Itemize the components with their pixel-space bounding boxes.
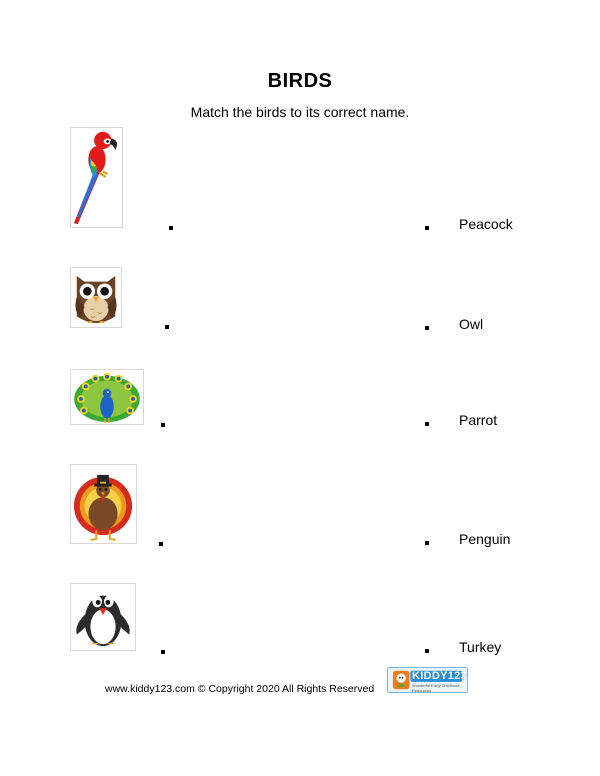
match-dot-right-2[interactable] xyxy=(425,326,429,330)
owl-icon xyxy=(71,268,121,327)
match-dot-right-3[interactable] xyxy=(425,422,429,426)
match-dot-left-3[interactable] xyxy=(161,423,165,427)
parrot-icon xyxy=(71,128,122,227)
match-dot-right-1[interactable] xyxy=(425,226,429,230)
page-title: BIRDS xyxy=(267,70,333,92)
penguin-picture xyxy=(70,583,136,651)
peacock-icon xyxy=(71,370,143,424)
bird-name-turkey: Turkey xyxy=(459,639,502,655)
turkey-icon xyxy=(71,465,136,543)
kiddy123-logo[interactable] xyxy=(387,667,468,693)
logo-tagline: Wonderful Early Childhood Resources xyxy=(412,683,460,693)
turkey-picture xyxy=(70,464,137,544)
match-dot-left-4[interactable] xyxy=(159,542,163,546)
peacock-picture xyxy=(70,369,144,425)
penguin-icon xyxy=(71,584,135,650)
match-dot-right-4[interactable] xyxy=(425,541,429,545)
match-dot-right-5[interactable] xyxy=(425,649,429,653)
parrot-picture xyxy=(70,127,123,228)
bird-name-parrot: Parrot xyxy=(459,412,498,428)
match-dot-left-1[interactable] xyxy=(169,226,173,230)
copyright-footer: www.kiddy123.com © Copyright 2020 All Rights Reserved xyxy=(105,683,375,695)
bird-name-penguin: Penguin xyxy=(459,531,511,547)
match-dot-left-5[interactable] xyxy=(161,650,165,654)
bird-name-owl: Owl xyxy=(459,316,484,332)
owl-picture xyxy=(70,267,122,328)
instruction-text: Match the birds to its correct name. xyxy=(190,104,410,120)
bird-name-peacock: Peacock xyxy=(459,216,513,232)
logo-text: KIDDY123 xyxy=(412,670,467,682)
match-dot-left-2[interactable] xyxy=(165,325,169,329)
